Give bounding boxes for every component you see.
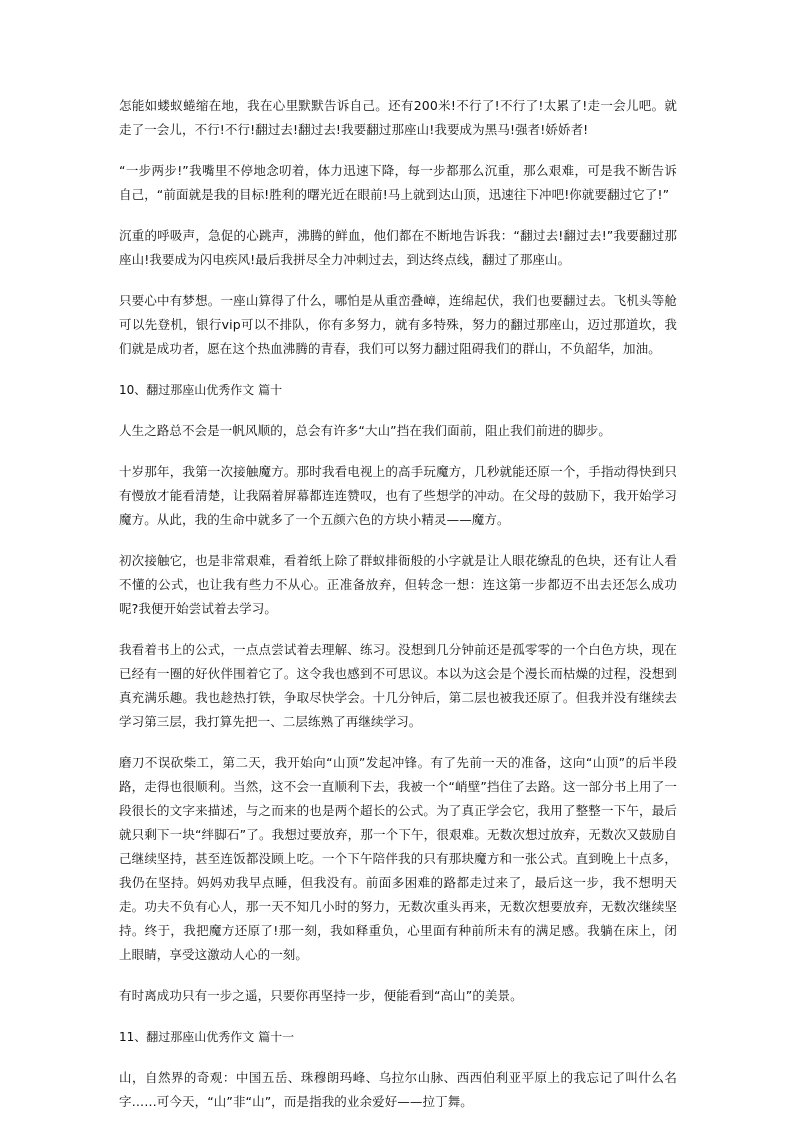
- paragraph: 人生之路总不会是一帆风顺的，总会有许多“大山”挡在我们面前，阻止我们前进的脚步。: [119, 423, 611, 438]
- paragraph: “一步两步!”我嘴里不停地念叨着，体力迅速下降，每一步都那么沉重，那么艰难，可是我不断告诉自己，“前面就是我的目标!胜利的曙光近在眼前!马上就到达山顶，迅速往下冲吧!你就要翻过它了!”: [119, 163, 677, 202]
- paragraph: 怎能如蝼蚁蜷缩在地，我在心里默默告诉自己。还有200米!不行了!不行了!太累了!走一会儿吧。就走了一会儿，不行!不行!翻过去!翻过去!我要翻过那座山!我要成为黑马!强者!娇娇者!: [119, 98, 677, 137]
- paragraph: 有时离成功只有一步之遥，只要你再坚持一步，便能看到“高山”的美景。: [119, 988, 523, 1003]
- paragraph: 十岁那年，我第一次接触魔方。那时我看电视上的高手玩魔方，几秒就能还原一个，手指动得快到只有慢放才能看清楚，让我隔着屏幕都连连赞叹，也有了些想学的冲动。在父母的鼓励下，我开始学习魔方。从此，我的生命中就多了一个五颜六色的方块小精灵——魔方。: [119, 464, 677, 527]
- section-heading: 11、翻过那座山优秀作文 篇十一: [119, 1030, 295, 1044]
- paragraph: 山，自然界的奇观：中国五岳、珠穆朗玛峰、乌拉尔山脉、西西伯利亚平原上的我忘记了叫什么名字……可今天，“山”非“山”，而是指我的业余爱好——拉丁舞。: [119, 1070, 677, 1109]
- document-page: [119, 94, 677, 1114]
- paragraph: 我看着书上的公式，一点点尝试着去理解、练习。没想到几分钟前还是孤零零的一个白色方块，现在已经有一圈的好伙伴围着它了。这令我也感到不可思议。本以为这会是个漫长而枯燥的过程，没想到真充满乐趣。我也趁热打铁，争取尽快学会。十几分钟后，第二层也被我还原了。但我并没有继续去学习第三层，我打算先把一、二层练熟了再继续学习。: [119, 642, 677, 729]
- section-heading: 10、翻过那座山优秀作文 篇十: [119, 383, 283, 397]
- paragraph: 只要心中有梦想。一座山算得了什么，哪怕是从重峦叠嶂，连绵起伏，我们也要翻过去。飞机头等舱可以先登机，银行vip可以不排队，你有多努力，就有多特殊，努力的翻过那座山，迈过那道坎，我们就是成功者，愿在这个热血沸腾的青春，我们可以努力翻过阻碍我们的群山，不负韶华，加油。: [119, 293, 677, 356]
- paragraph: 磨刀不误砍柴工，第二天，我开始向“山顶”发起冲锋。有了先前一天的准备，这向“山顶”的后半段路，走得也很顺利。当然，这不会一直顺利下去，我被一个“峭壁”挡住了去路。这一部分书上用了一段很长的文字来描述，与之而来的也是两个超长的公式。为了真正学会它，我用了整整一下午，最后就只剩下一块“绊脚石”了。我想过要放弃，那一个下午，很艰难。无数次想过放弃，无数次又鼓励自己继续坚持，甚至连饭都没顾上吃。一个下午陪伴我的只有那块魔方和一张公式。直到晚上十点多，我仍在坚持。妈妈劝我早点睡，但我没有。前面多困难的路都走过来了，最后这一步，我不想明天走。功夫不负有心人，那一天不知几小时的努力，无数次重头再来，无数次想要放弃，无数次继续坚持。终于，我把魔方还原了!那一刻，我如释重负，心里面有种前所未有的满足感。我躺在床上，闭上眼睛，享受这激动人心的一刻。: [119, 755, 677, 962]
- paragraph: 初次接触它，也是非常艰难，看着纸上除了群蚁排衙般的小字就是让人眼花缭乱的色块，还有让人看不懂的公式，也让我有些力不从心。正准备放弃，但转念一想：连这第一步都迈不出去还怎么成功呢?我便开始尝试着去学习。: [119, 553, 677, 616]
- paragraph: 沉重的呼吸声，急促的心跳声，沸腾的鲜血，他们都在不断地告诉我：“翻过去!翻过去!”我要翻过那座山!我要成为闪电疾风!最后我拼尽全力冲刺过去，到达终点线，翻过了那座山。: [119, 228, 677, 267]
